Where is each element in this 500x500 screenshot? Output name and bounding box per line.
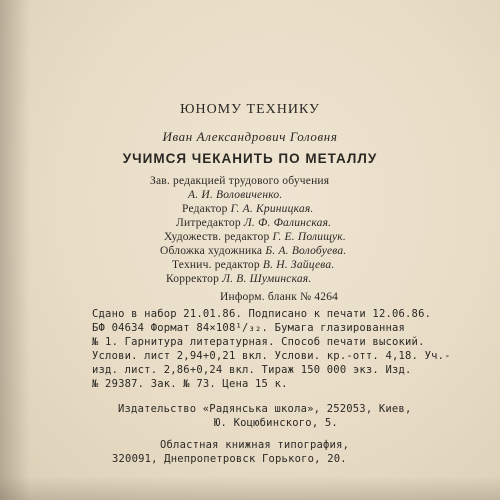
credit-name: Г. Е. Полищук. (272, 231, 346, 243)
credit-name: Л. В. Шуминская. (222, 273, 312, 285)
credit-name: Л. Ф. Фалинская. (243, 217, 332, 229)
credit-role: Обложка художника (160, 245, 263, 257)
credit-role: Художеств. редактор (164, 231, 270, 243)
print-spec-line: Услови. лист 2,94+0,21 вкл. Услови. кр.-отт. 4,18. Уч.- (92, 350, 451, 362)
print-spec-line: БФ 04634 Формат 84×108¹/₃₂. Бумага глазированная (92, 322, 406, 334)
publisher-line: Ю. Коцюбинского, 5. (214, 417, 338, 429)
credit-role: Литредактор (176, 217, 241, 229)
credit-line (160, 244, 346, 258)
printer-line: 320091, Днепропетровск Горького, 20. (112, 453, 347, 465)
credit-role: Редактор (182, 203, 228, 215)
credit-name: Б. А. Волобуева. (265, 245, 347, 257)
author-name: Иван Александрович Головня (162, 129, 338, 144)
print-spec-line: Сдано в набор 21.01.86. Подписано к печати 12.06.86. (92, 308, 432, 320)
publisher-line: Издательство «Радянська школа», 252053, Киев, (118, 403, 412, 415)
book-title: УЧИМСЯ ЧЕКАНИТЬ ПО МЕТАЛЛУ (122, 151, 378, 166)
credit-line (188, 188, 282, 202)
credit-name: А. И. Воловиченко. (188, 189, 283, 201)
credit-line (172, 258, 334, 272)
page-gutter-shadow (0, 0, 30, 500)
page-bottom-shadow (0, 476, 500, 500)
print-spec-line: изд. лист. 2,86+0,24 вкл. Тираж 150 000 экз. Изд. (92, 364, 412, 376)
credit-role: Зав. редакцией трудового обучения (150, 175, 330, 187)
series-title: ЮНОМУ ТЕХНИКУ (180, 102, 320, 117)
credit-role: Технич. редактор (172, 259, 260, 271)
credit-role: Корректор (166, 273, 220, 285)
credit-line (182, 202, 313, 216)
print-spec-line: № 1. Гарнитура литературная. Способ печати высокий. (92, 336, 425, 348)
print-spec-line: № 29387. Зак. № 73. Цена 15 к. (92, 378, 288, 390)
inform-blank: Информ. бланк № 4264 (220, 291, 339, 303)
credit-line (164, 230, 346, 244)
credit-name: Г. А. Криницкая. (230, 203, 314, 215)
credit-line (150, 174, 329, 188)
printer-line: Областная книжная типография, (160, 439, 350, 451)
credit-line (176, 216, 331, 230)
credit-line (166, 272, 311, 286)
credit-name: В. Н. Зайцева. (262, 259, 335, 271)
